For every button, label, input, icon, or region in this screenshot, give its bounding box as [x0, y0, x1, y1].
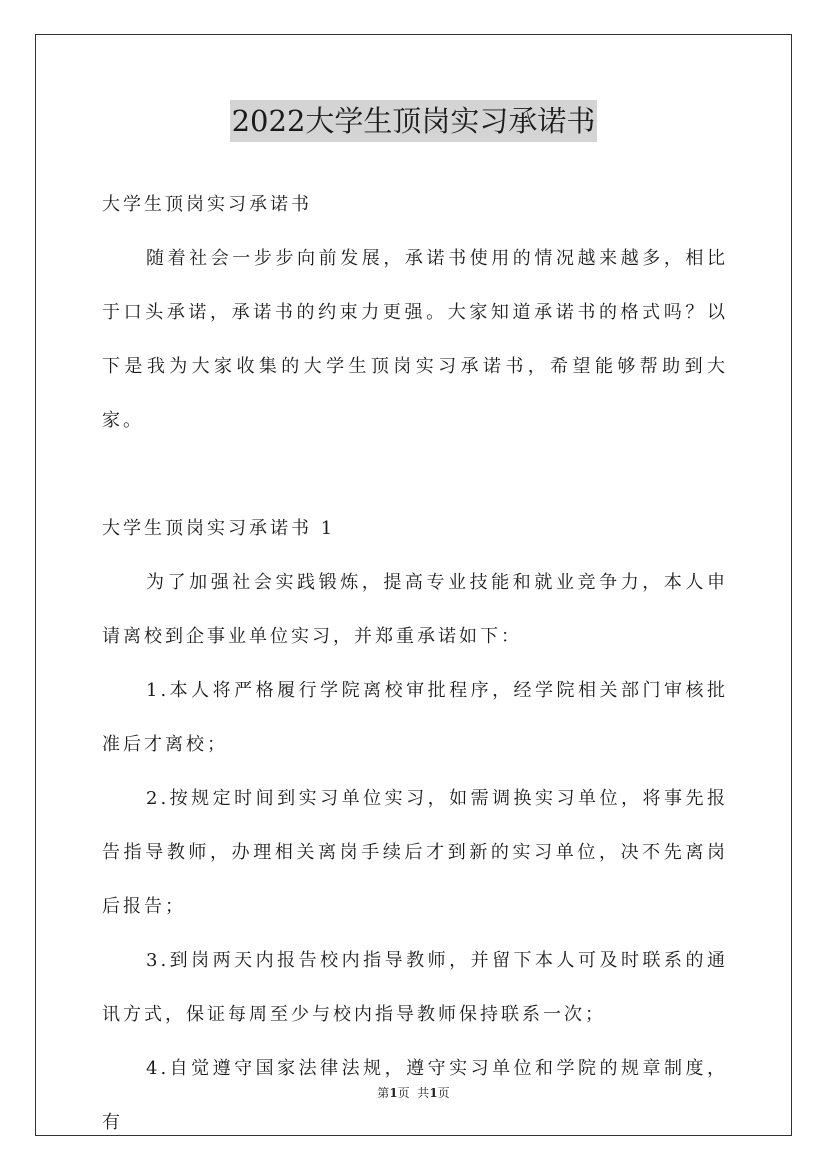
page-total: 1 — [429, 1086, 438, 1100]
section-heading: 大学生顶岗实习承诺书 1 — [102, 518, 336, 539]
page-current: 1 — [389, 1086, 398, 1100]
commitment-item-3: 3.到岗两天内报告校内指导教师，并留下本人可及时联系的通讯方式，保证每周至少与校内指导教师保持联系一次； — [102, 950, 728, 1025]
intro-paragraph: 随着社会一步步向前发展，承诺书使用的情况越来越多，相比于口头承诺，承诺书的约束力更强。大家知道承诺书的格式吗？以下是我为大家收集的大学生顶岗实习承诺书，希望能够帮助到大家。 — [102, 248, 728, 431]
document-body — [102, 178, 728, 1150]
page-label-suffix: 页 — [437, 1086, 450, 1100]
commitment-item-1: 1.本人将严格履行学院离校审批程序，经学院相关部门审核批准后才离校； — [102, 680, 728, 755]
title-container — [0, 100, 827, 142]
page-footer — [0, 1084, 827, 1101]
page-label-mid: 页 共 — [397, 1086, 430, 1100]
commitment-paragraph: 为了加强社会实践锻炼，提高专业技能和就业竞争力，本人申请离校到企事业单位实习，并郑重承诺如下： — [102, 572, 728, 647]
paragraph-gap — [102, 448, 728, 502]
document-title: 2022大学生顶岗实习承诺书 — [230, 100, 598, 142]
page-label-prefix: 第 — [377, 1086, 390, 1100]
commitment-item-4: 4.自觉遵守国家法律法规，遵守实习单位和学院的规章制度，有 — [102, 1058, 728, 1133]
document-subtitle: 大学生顶岗实习承诺书 — [102, 194, 312, 215]
commitment-item-2: 2.按规定时间到实习单位实习，如需调换实习单位，将事先报告指导教师，办理相关离岗手续后才到新的实习单位，决不先离岗后报告； — [102, 788, 728, 917]
